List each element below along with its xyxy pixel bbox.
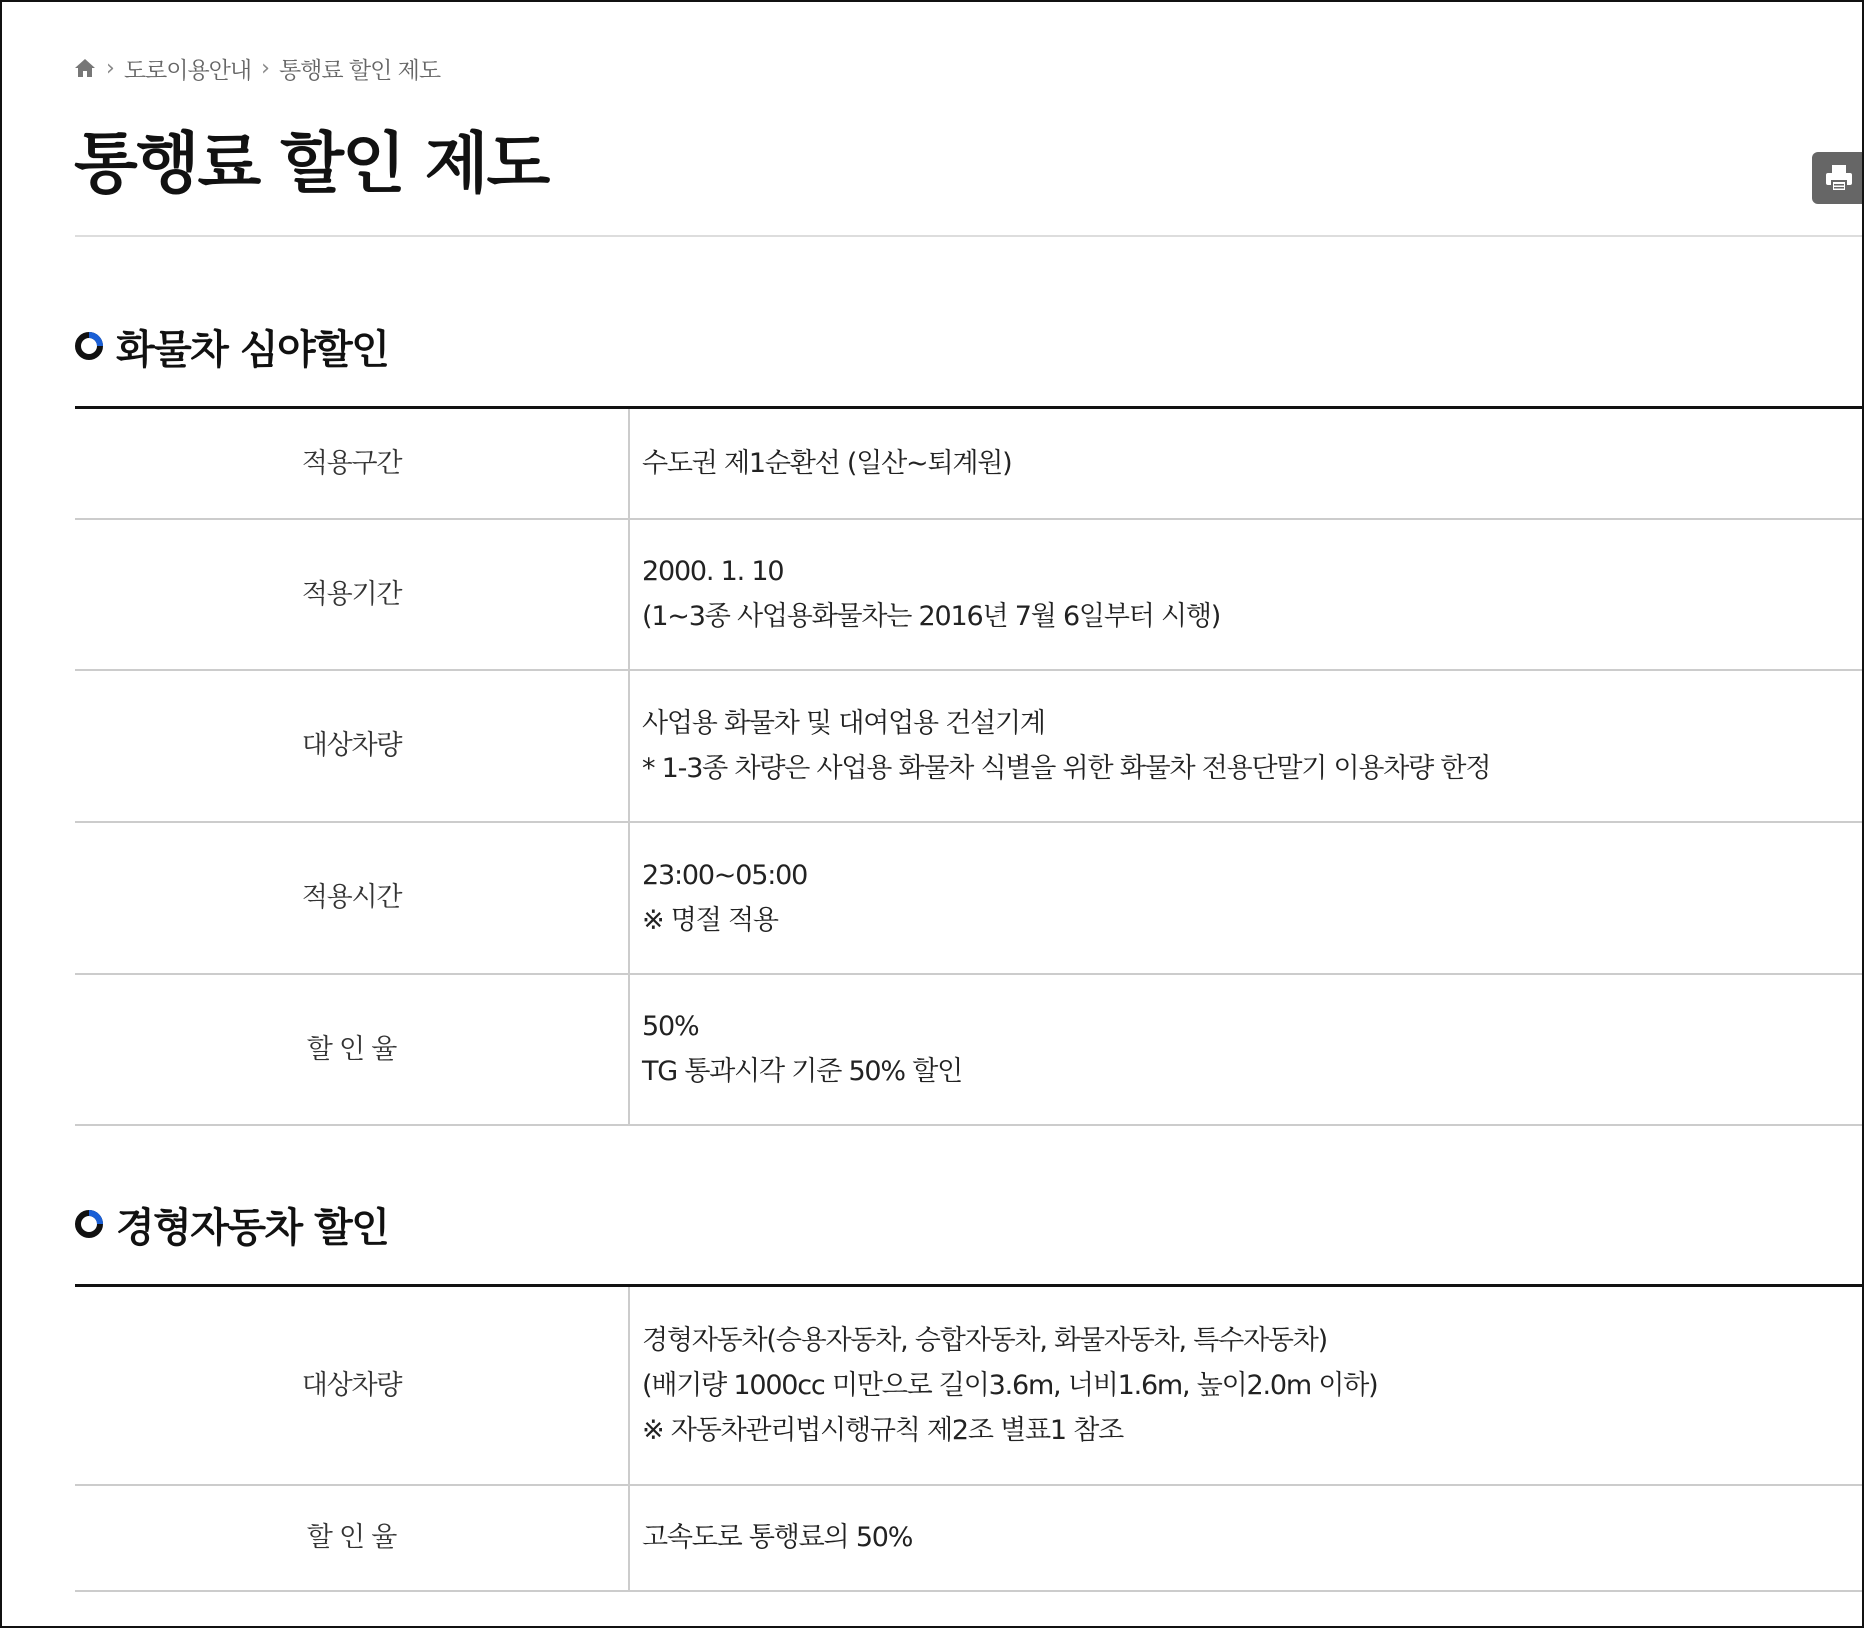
- value-line: 고속도로 통행료의 50%: [642, 1522, 913, 1553]
- value-line: (배기량 1000cc 미만으로 길이3.6m, 너비1.6m, 높이2.0m 이하): [642, 1369, 1378, 1401]
- home-icon[interactable]: [74, 57, 96, 79]
- table-row: [75, 519, 1864, 670]
- table-row: [75, 1286, 1864, 1485]
- value-line: 2000. 1. 10: [642, 556, 784, 587]
- table-row: [75, 1485, 1864, 1591]
- chevron-right-icon: ›: [106, 55, 114, 81]
- section-bullet-icon: [74, 331, 104, 361]
- breadcrumb-item-road-guide[interactable]: 도로이용안내: [123, 57, 252, 84]
- page-title: 통행료 할인 제도: [74, 125, 549, 202]
- value-line: (1~3종 사업용화물차는 2016년 7월 6일부터 시행): [642, 601, 1221, 632]
- row-label: 할 인 율: [75, 974, 629, 1125]
- section-title: 경형자동차 할인: [116, 1204, 389, 1251]
- print-button[interactable]: [1812, 152, 1864, 204]
- title-divider: [75, 235, 1864, 237]
- value-line: ※ 자동차관리법시행규칙 제2조 별표1 참조: [642, 1414, 1124, 1446]
- printer-icon: [1823, 162, 1855, 194]
- table-row: [75, 822, 1864, 974]
- row-label: 적용시간: [75, 822, 629, 974]
- row-label: 대상차량: [75, 670, 629, 822]
- row-value: [629, 822, 1864, 974]
- row-value: [629, 408, 1864, 519]
- value-line: 경형자동차(승용자동차, 승합자동차, 화물자동차, 특수자동차): [642, 1324, 1328, 1356]
- truck-night-discount-table: [75, 406, 1864, 1126]
- value-line: ※ 명절 적용: [642, 904, 778, 936]
- value-line: 23:00~05:00: [642, 859, 808, 891]
- section-heading-compact-car-discount: [74, 1198, 388, 1250]
- value-line: TG 통과시각 기준 50% 할인: [642, 1056, 963, 1087]
- row-label: 적용구간: [75, 408, 629, 519]
- chevron-right-icon: ›: [261, 55, 269, 81]
- section-bullet-icon: [74, 1209, 104, 1239]
- row-label: 할 인 율: [75, 1485, 629, 1591]
- row-value: [629, 519, 1864, 670]
- value-line: 50%: [642, 1011, 699, 1042]
- value-line: 수도권 제1순환선 (일산~퇴계원): [642, 447, 1012, 479]
- row-value: [629, 1286, 1864, 1485]
- row-label: 적용기간: [75, 519, 629, 670]
- row-label: 대상차량: [75, 1286, 629, 1485]
- section-title: 화물차 심야할인: [116, 326, 389, 373]
- section-heading-truck-night-discount: [74, 320, 388, 372]
- value-line: 사업용 화물차 및 대여업용 건설기계: [642, 707, 1045, 739]
- compact-car-discount-table: [75, 1284, 1864, 1592]
- row-value: [629, 670, 1864, 822]
- table-row: [75, 974, 1864, 1125]
- table-row: [75, 670, 1864, 822]
- row-value: [629, 974, 1864, 1125]
- breadcrumb-item-current: 통행료 할인 제도: [278, 57, 441, 84]
- table-row: [75, 408, 1864, 519]
- breadcrumb: [74, 52, 440, 84]
- row-value: [629, 1485, 1864, 1591]
- value-line: * 1-3종 차량은 사업용 화물차 식별을 위한 화물차 전용단말기 이용차량 한정: [642, 752, 1491, 784]
